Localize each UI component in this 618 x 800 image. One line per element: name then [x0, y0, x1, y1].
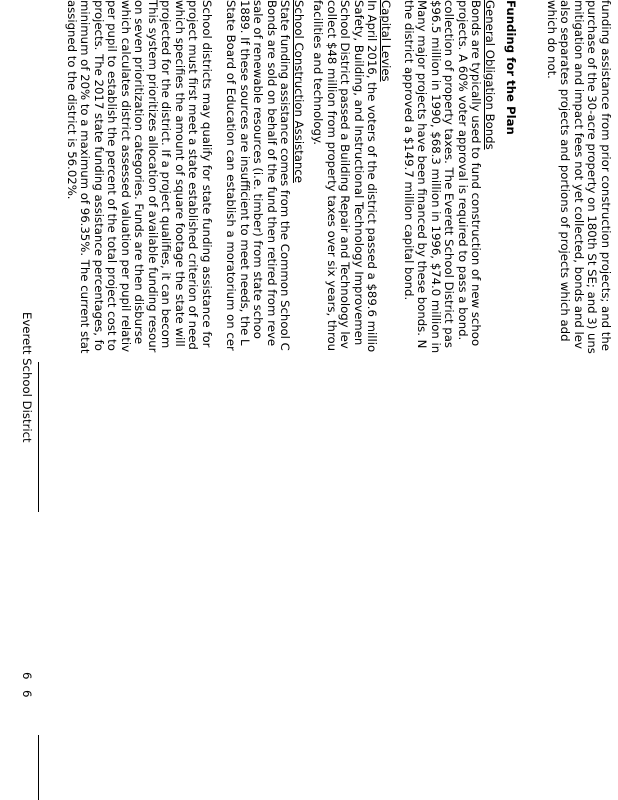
footer-page-number-right: 6 — [20, 690, 34, 698]
footer-district: Everett School District — [20, 312, 34, 443]
intro-line: funding assistance from prior construction projects; and the — [599, 0, 613, 351]
school-construction-heading: School Construction Assistance — [292, 0, 306, 183]
general-obligation-heading: General Obligation Bonds — [483, 0, 497, 150]
footer-rule-right — [38, 735, 39, 800]
school-construction-section — [224, 0, 305, 351]
bond-line: collection of property taxes. The Everett School District pas — [442, 0, 457, 348]
eligibility-line: which specifies the amount of square footage the state will — [173, 0, 187, 347]
intro-paragraph — [545, 0, 613, 354]
levy-line: facilities and technology. — [311, 0, 326, 145]
bond-line: Bonds are typically used to fund construction of new schoo — [469, 0, 484, 347]
eligibility-paragraph — [65, 0, 214, 354]
intro-line: purchase of the 30-acre property on 180th St SE; and 3) uns — [585, 0, 600, 354]
general-obligation-section — [402, 0, 497, 353]
footer-rule-left — [38, 362, 39, 512]
eligibility-line: This system prioritizes allocation of available funding resour — [146, 0, 160, 353]
intro-line: also separates projects and portions of projects which add — [558, 0, 573, 342]
assistance-line: sale of renewable resources (i.e. timber) from state schoo — [251, 0, 266, 339]
intro-line: which do not. — [545, 0, 559, 79]
bond-line: Many major projects have been financed by these bonds. N — [415, 0, 430, 349]
assistance-line: Bonds are sold on behalf of the fund then retired from reve — [265, 0, 279, 347]
levy-line: In April 2016, the voters of the district passed a $89.6 millio — [365, 0, 380, 353]
bond-line: $96.5 million in 1990, $68.3 million in 1996, $74.0 million in — [429, 0, 443, 354]
eligibility-line: projects. The 2017 state funding assistance percentages, fo — [92, 0, 106, 351]
eligibility-line: projected for the district. If a project qualifies, it can becom — [159, 0, 174, 349]
eligibility-line: project must first meet a state established criterion of need — [186, 0, 201, 350]
capital-levies-section — [311, 0, 392, 352]
bond-line: the district approved a $149.7 million capital bond. — [402, 0, 416, 301]
bond-line: projects. A 60% voter approval is required to pass a bond. — [456, 0, 470, 341]
assistance-line: State funding assistance comes from the Common School C — [278, 0, 293, 351]
assistance-line: 1889. If these sources are insufficient to meet needs, the L — [238, 0, 252, 346]
intro-line: mitigation and impact fees not yet collected, bonds and lev — [572, 0, 586, 349]
capital-levies-heading: Capital Levies — [379, 0, 393, 82]
footer-page-number: 6 — [20, 672, 34, 680]
eligibility-line: on seven prioritization categories. Funds are then disburse — [132, 0, 147, 345]
levy-line: collect $48 million from property taxes over six years, throu — [325, 0, 339, 352]
funding-heading: Funding for the Plan — [504, 0, 518, 135]
eligibility-line: assigned to the district is 56.02%. — [65, 0, 79, 200]
eligibility-line: per pupil to establish the percent of the total project cost to — [105, 0, 120, 351]
assistance-line: State Board of Education can establish a moratorium on cer — [224, 0, 239, 351]
levy-line: Safety, Building, and Instructional Technology Improvemen — [352, 0, 366, 346]
eligibility-line: minimum of 20% to a maximum of 96.35%. The current stat — [78, 0, 93, 354]
eligibility-line: which calculates district assessed valuation per pupil relativ — [119, 0, 133, 353]
levy-line: School District passed a Building Repair and Technology lev — [338, 0, 353, 349]
eligibility-line: School districts may qualify for state funding assistance for — [200, 0, 214, 348]
